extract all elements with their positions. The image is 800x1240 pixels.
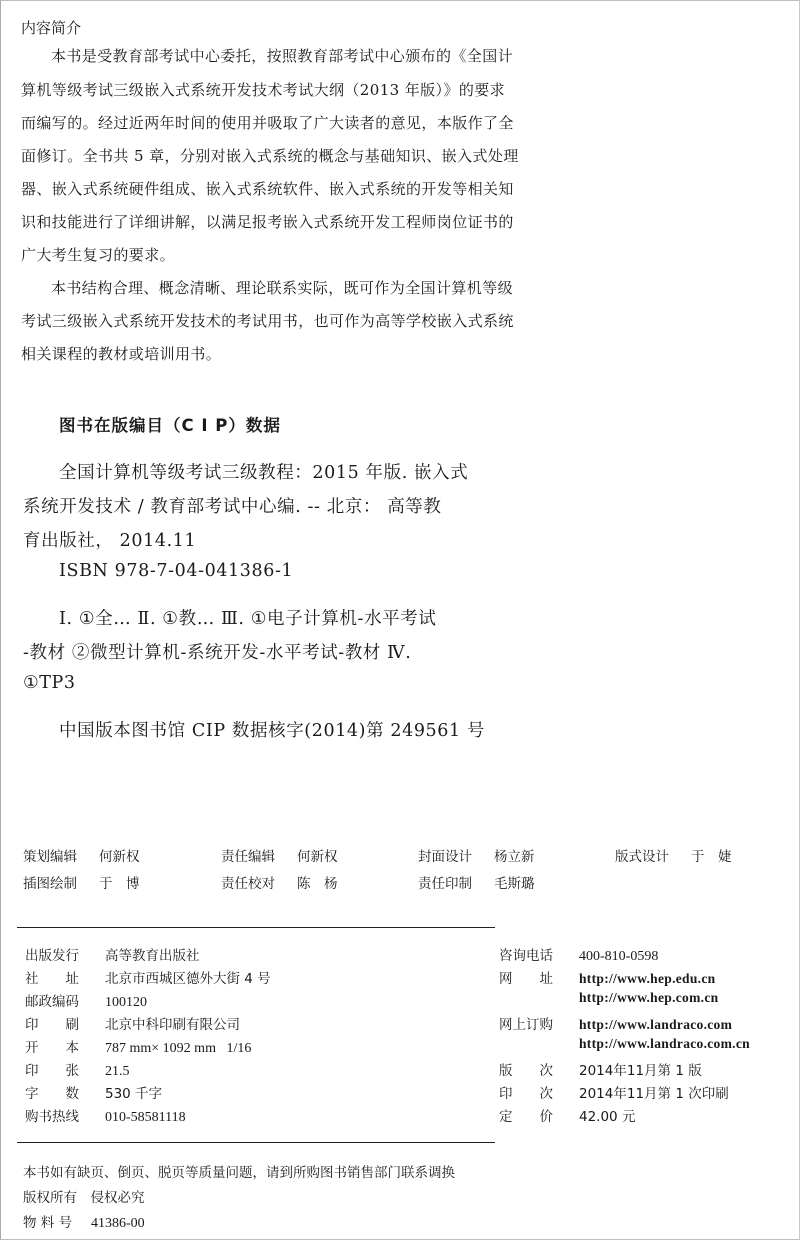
intro-line: 面修订。全书共 5 章，分别对嵌入式系统的概念与基础知识、嵌入式处理 [21, 147, 519, 165]
intro-line: 相关课程的教材或培训用书。 [21, 345, 222, 363]
cip-number: 中国版本图书馆 CIP 数据核字(2014)第 249561 号 [59, 721, 486, 741]
intro-line: 算机等级考试三级嵌入式系统开发技术考试大纲（2013 年版）》的要求 [21, 81, 506, 99]
cip-classification-line: ①TP3 [23, 673, 76, 693]
isbn: ISBN 978-7-04-041386-1 [59, 561, 294, 581]
online-order-row [499, 1036, 750, 1052]
order-link[interactable]: http://www.landraco.com [579, 1017, 733, 1032]
info-label: 版 次 [499, 1063, 553, 1079]
material-number [23, 1211, 145, 1232]
website-link[interactable]: http://www.hep.edu.cn [579, 971, 716, 986]
credit-label: 责任校对 [221, 876, 275, 892]
info-label: 购书热线 [25, 1109, 79, 1125]
info-label: 网 址 [499, 971, 553, 987]
address-row [25, 967, 271, 987]
info-label: 社 址 [25, 971, 79, 987]
info-value: 21.5 [105, 1064, 130, 1079]
credit-layout-design [615, 845, 732, 865]
info-value: 北京中科印刷有限公司 [105, 1017, 240, 1033]
edition-row [499, 1059, 702, 1079]
material-label: 物 料 号 [23, 1215, 73, 1231]
info-label: 出版发行 [25, 948, 79, 964]
material-value: 41386-00 [91, 1216, 145, 1231]
intro-title: 内容简介 [21, 19, 82, 37]
info-label: 印 次 [499, 1086, 553, 1102]
info-value: 2014年11月第 1 版 [579, 1063, 702, 1079]
credit-illustrator [23, 872, 140, 892]
credit-value: 陈 杨 [297, 876, 338, 892]
credit-planning-editor [23, 845, 140, 865]
intro-line: 本书是受教育部考试中心委托，按照教育部考试中心颁布的《全国计 [51, 47, 514, 65]
word-count-row [25, 1082, 162, 1102]
info-value: 2014年11月第 1 次印刷 [579, 1086, 729, 1102]
info-label: 定 价 [499, 1109, 553, 1125]
credit-label: 策划编辑 [23, 849, 77, 865]
credit-cover-design [418, 845, 535, 865]
credit-responsible-editor [221, 845, 338, 865]
info-value: 高等教育出版社 [105, 948, 200, 964]
info-value: 010-58581118 [105, 1110, 186, 1125]
info-label: 印 刷 [25, 1017, 79, 1033]
info-label: 网上订购 [499, 1017, 553, 1033]
order-hotline-row [25, 1105, 186, 1126]
credit-value: 杨立新 [494, 849, 535, 865]
intro-line: 识和技能进行了详细讲解，以满足报考嵌入式系统开发工程师岗位证书的 [21, 213, 514, 231]
cip-record-line: 系统开发技术 / 教育部考试中心编. -- 北京： 高等教 [23, 497, 442, 517]
publisher-row [25, 944, 200, 964]
info-label: 邮政编码 [25, 994, 79, 1010]
cip-classification-line: -教材 ②微型计算机-系统开发-水平考试-教材 Ⅳ. [23, 643, 412, 663]
intro-line: 本书结构合理、概念清晰、理论联系实际，既可作为全国计算机等级 [51, 279, 514, 297]
printer-row [25, 1013, 240, 1033]
credit-value: 何新权 [297, 849, 338, 865]
website-row [499, 990, 718, 1006]
credit-value: 毛斯璐 [494, 876, 535, 892]
quality-notice: 本书如有缺页、倒页、脱页等质量问题，请到所购图书销售部门联系调换 [23, 1165, 455, 1181]
intro-line: 而编写的。经过近两年时间的使用并吸取了广大读者的意见，本版作了全 [21, 114, 514, 132]
postcode-row [25, 990, 147, 1011]
sheets-row [25, 1059, 130, 1080]
format-row [25, 1036, 251, 1057]
credit-value: 于 博 [99, 876, 140, 892]
credit-label: 插图绘制 [23, 876, 77, 892]
info-value: 42.00 元 [579, 1109, 636, 1125]
printing-row [499, 1082, 729, 1102]
credit-value: 于 婕 [691, 849, 732, 865]
credit-label: 责任编辑 [221, 849, 275, 865]
credit-label: 责任印制 [418, 876, 472, 892]
online-order-row [499, 1013, 732, 1033]
info-value: 北京市西城区德外大街 4 号 [105, 971, 271, 987]
divider [17, 927, 495, 928]
copyright-notice: 版权所有 侵权必究 [23, 1190, 145, 1206]
credit-label: 版式设计 [615, 849, 669, 865]
divider [17, 1142, 495, 1143]
intro-line: 考试三级嵌入式系统开发技术的考试用书，也可作为高等学校嵌入式系统 [21, 312, 514, 330]
cip-record-line: 育出版社， 2014.11 [23, 531, 197, 551]
credit-value: 何新权 [99, 849, 140, 865]
info-label: 印 张 [25, 1063, 79, 1079]
cip-record-line: 全国计算机等级考试三级教程：2015 年版. 嵌入式 [59, 463, 469, 483]
credit-print-supervisor [418, 872, 535, 892]
cip-title: 图书在版编目（C I P）数据 [59, 416, 281, 435]
info-label: 咨询电话 [499, 948, 553, 964]
info-label: 字 数 [25, 1086, 79, 1102]
order-link[interactable]: http://www.landraco.com.cn [579, 1036, 750, 1051]
intro-line: 广大考生复习的要求。 [21, 246, 176, 264]
website-row [499, 967, 715, 987]
price-row [499, 1105, 635, 1125]
info-label: 开 本 [25, 1040, 79, 1056]
website-link[interactable]: http://www.hep.com.cn [579, 990, 719, 1005]
consult-phone-row [499, 944, 658, 965]
credit-proofreader [221, 872, 338, 892]
cip-classification-line: Ⅰ. ①全… Ⅱ. ①教… Ⅲ. ①电子计算机-水平考试 [59, 609, 437, 629]
info-value: 100120 [105, 995, 147, 1010]
credit-label: 封面设计 [418, 849, 472, 865]
info-value: 400-810-0598 [579, 949, 659, 964]
intro-line: 器、嵌入式系统硬件组成、嵌入式系统软件、嵌入式系统的开发等相关知 [21, 180, 514, 198]
info-value: 787 mm× 1092 mm 1/16 [105, 1041, 252, 1056]
info-value: 530 千字 [105, 1086, 163, 1102]
